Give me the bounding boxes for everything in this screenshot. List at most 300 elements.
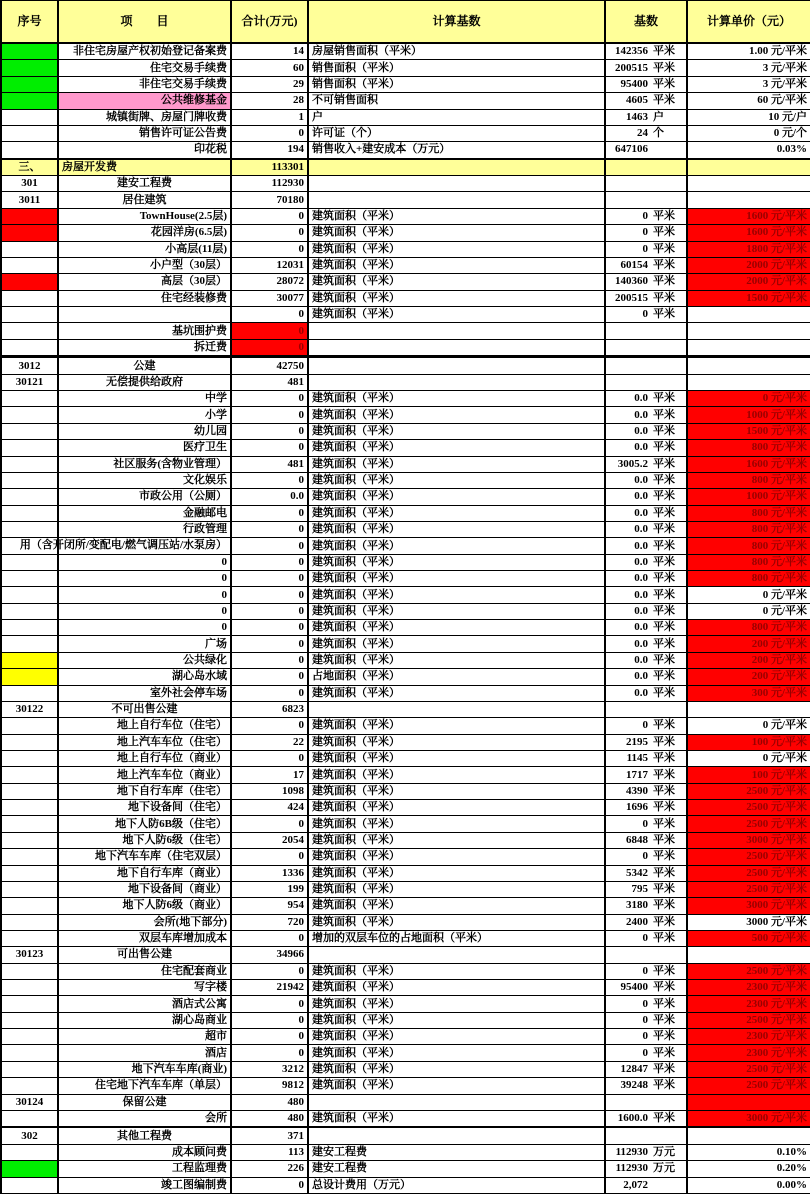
cell-total[interactable]: 371 [231,1128,308,1144]
cell-total[interactable]: 0 [231,505,308,521]
cell-seq[interactable] [1,996,58,1012]
cell-total[interactable]: 28 [231,93,308,109]
cell-total[interactable]: 17 [231,767,308,783]
cell-item[interactable]: 工程监理费 [58,1161,231,1177]
cell-item[interactable]: 公共维修基金 [58,93,231,109]
cell-base[interactable] [605,192,687,208]
cell-item[interactable]: 建安工程费 [58,176,231,192]
cell-unit-price[interactable]: 200 元/平米 [687,652,810,668]
cell-unit-price[interactable]: 100 元/平米 [687,734,810,750]
cell-unit-price[interactable] [687,947,810,963]
cell-seq[interactable] [1,832,58,848]
cell-unit-price[interactable]: 2500 元/平米 [687,1061,810,1077]
cell-calc-base[interactable]: 建筑面积（平米） [308,587,605,603]
cell-item[interactable]: TownHouse(2.5层) [58,208,231,224]
cell-unit-price[interactable] [687,306,810,322]
cell-unit-price[interactable]: 2500 元/平米 [687,849,810,865]
cell-seq[interactable] [1,76,58,92]
cell-total[interactable]: 0 [231,225,308,241]
cell-total[interactable]: 2054 [231,832,308,848]
cell-unit-price[interactable]: 1600 元/平米 [687,225,810,241]
cell-seq[interactable] [1,142,58,158]
col-header-item[interactable]: 项 目 [58,1,231,44]
cell-calc-base[interactable]: 建筑面积（平米） [308,685,605,701]
cell-item[interactable]: 酒店式公寓 [58,996,231,1012]
cell-unit-price[interactable]: 1800 元/平米 [687,241,810,257]
cell-unit-price[interactable]: 3000 元/平米 [687,1110,810,1126]
cell-unit-price[interactable]: 800 元/平米 [687,538,810,554]
cell-calc-base[interactable]: 建筑面积（平米） [308,440,605,456]
cell-seq[interactable] [1,1177,58,1194]
cell-total[interactable]: 0 [231,208,308,224]
cell-total[interactable]: 21942 [231,980,308,996]
cell-item[interactable]: 医疗卫生 [58,440,231,456]
cell-total[interactable]: 0 [231,603,308,619]
cell-item[interactable]: 地下设备间（商业） [58,881,231,897]
cell-item[interactable]: 小高层(11层) [58,241,231,257]
cell-seq[interactable] [1,652,58,668]
cell-calc-base[interactable]: 建筑面积（平米） [308,1061,605,1077]
cell-unit-price[interactable]: 0 元/平米 [687,603,810,619]
cell-unit-price[interactable]: 0 元/平米 [687,587,810,603]
cell-calc-base[interactable]: 建筑面积（平米） [308,306,605,322]
cell-unit-price[interactable]: 1.00 元/平米 [687,43,810,60]
cell-unit-price[interactable]: 1600 元/平米 [687,208,810,224]
cell-base[interactable] [605,1045,687,1061]
cell-base[interactable] [605,980,687,996]
cell-item[interactable]: 可出售公建 [58,947,231,963]
cell-calc-base[interactable]: 销售面积（平米） [308,76,605,92]
cell-unit-price[interactable] [687,1128,810,1144]
cell-total[interactable]: 0 [231,571,308,587]
cell-seq[interactable] [1,718,58,734]
cell-base[interactable] [605,587,687,603]
cell-calc-base[interactable]: 不可销售面积 [308,93,605,109]
cell-unit-price[interactable]: 2000 元/平米 [687,257,810,273]
cell-calc-base[interactable]: 建安工程费 [308,1161,605,1177]
cell-seq[interactable] [1,734,58,750]
cell-total[interactable]: 0 [231,1012,308,1028]
cell-calc-base[interactable] [308,358,605,374]
cell-unit-price[interactable] [687,159,810,175]
cell-seq[interactable]: 三、 [1,159,58,175]
cell-base[interactable] [605,489,687,505]
cell-total[interactable]: 12031 [231,257,308,273]
cell-seq[interactable] [1,603,58,619]
cell-total[interactable]: 30077 [231,290,308,306]
cell-calc-base[interactable]: 建筑面积（平米） [308,881,605,897]
cell-total[interactable]: 0 [231,125,308,141]
cell-unit-price[interactable] [687,358,810,374]
cell-item[interactable]: 0 [58,554,231,570]
cell-item[interactable]: 竣工图编制费 [58,1177,231,1194]
cell-calc-base[interactable] [308,323,605,339]
cell-calc-base[interactable]: 建筑面积（平米） [308,652,605,668]
cell-total[interactable]: 9812 [231,1078,308,1094]
cell-item[interactable]: 其他工程费 [58,1128,231,1144]
cell-total[interactable]: 0 [231,1177,308,1194]
cell-seq[interactable] [1,407,58,423]
cell-item[interactable] [58,306,231,322]
cell-total[interactable]: 0 [231,996,308,1012]
cell-calc-base[interactable]: 建筑面积（平米） [308,456,605,472]
cell-unit-price[interactable]: 2300 元/平米 [687,1045,810,1061]
cell-total[interactable]: 60 [231,60,308,76]
cell-calc-base[interactable]: 建筑面积（平米） [308,241,605,257]
cell-unit-price[interactable]: 2500 元/平米 [687,783,810,799]
cell-calc-base[interactable]: 建筑面积（平米） [308,849,605,865]
cell-unit-price[interactable]: 1500 元/平米 [687,423,810,439]
cell-unit-price[interactable] [687,374,810,390]
cell-unit-price[interactable]: 800 元/平米 [687,472,810,488]
cell-seq[interactable] [1,339,58,355]
cell-total[interactable]: 0 [231,849,308,865]
cell-item[interactable]: 0 [58,603,231,619]
cell-item[interactable]: 不可出售公建 [58,701,231,717]
cell-item[interactable]: 地上自行车位（住宅） [58,718,231,734]
cell-seq[interactable] [1,1144,58,1160]
cell-item[interactable]: 地上汽车车位（住宅） [58,734,231,750]
cell-total[interactable]: 720 [231,914,308,930]
cell-base[interactable] [605,849,687,865]
cell-calc-base[interactable]: 建筑面积（平米） [308,391,605,407]
cell-base[interactable] [605,374,687,390]
cell-unit-price[interactable]: 3000 元/平米 [687,898,810,914]
cell-base[interactable] [605,718,687,734]
cell-unit-price[interactable]: 800 元/平米 [687,620,810,636]
cell-base[interactable] [605,1029,687,1045]
cell-item[interactable]: 公建 [58,358,231,374]
cell-calc-base[interactable]: 建筑面积（平米） [308,1029,605,1045]
cell-unit-price[interactable] [687,701,810,717]
cell-item[interactable]: 地下汽车车库（住宅双层） [58,849,231,865]
cell-seq[interactable] [1,43,58,60]
col-header-base[interactable]: 基数 [605,1,687,44]
cell-calc-base[interactable] [308,1094,605,1110]
cell-item[interactable]: 地下自行车库（住宅） [58,783,231,799]
cell-unit-price[interactable]: 0 元/平米 [687,391,810,407]
cell-unit-price[interactable] [687,192,810,208]
cell-seq[interactable] [1,505,58,521]
cell-seq[interactable] [1,1161,58,1177]
cell-item[interactable]: 非住宅房屋产权初始登记备案费 [58,43,231,60]
cell-total[interactable]: 424 [231,800,308,816]
cell-unit-price[interactable]: 3 元/平米 [687,60,810,76]
cell-calc-base[interactable]: 房屋销售面积（平米） [308,43,605,60]
cell-item[interactable]: 地下人防6级（住宅） [58,832,231,848]
cell-seq[interactable] [1,472,58,488]
cell-seq[interactable] [1,521,58,537]
cell-seq[interactable] [1,1061,58,1077]
cell-seq[interactable] [1,816,58,832]
cell-item[interactable]: 酒店 [58,1045,231,1061]
cell-total[interactable]: 0 [231,636,308,652]
cell-base[interactable] [605,407,687,423]
cell-total[interactable]: 29 [231,76,308,92]
col-header-unit-price[interactable]: 计算单价（元） [687,1,810,44]
cell-base[interactable] [605,1012,687,1028]
cell-item[interactable]: 广场 [58,636,231,652]
cell-item[interactable]: 非住宅交易手续费 [58,76,231,92]
cell-calc-base[interactable]: 建筑面积（平米） [308,1012,605,1028]
cell-unit-price[interactable]: 0.10% [687,1144,810,1160]
cell-unit-price[interactable] [687,1094,810,1110]
cell-total[interactable]: 0 [231,1045,308,1061]
cell-total[interactable]: 3212 [231,1061,308,1077]
cell-seq[interactable] [1,898,58,914]
cell-total[interactable]: 480 [231,1094,308,1110]
cell-item[interactable]: 保留公建 [58,1094,231,1110]
cell-item[interactable]: 销售许可证公告费 [58,125,231,141]
cell-calc-base[interactable]: 建筑面积（平米） [308,1078,605,1094]
cell-total[interactable]: 481 [231,374,308,390]
cell-unit-price[interactable]: 0 元/平米 [687,751,810,767]
cell-base[interactable] [605,1061,687,1077]
cell-calc-base[interactable] [308,176,605,192]
cell-base[interactable] [605,241,687,257]
cell-total[interactable]: 0 [231,963,308,979]
cell-calc-base[interactable]: 许可证（个） [308,125,605,141]
cell-base[interactable] [605,865,687,881]
cell-unit-price[interactable]: 0.20% [687,1161,810,1177]
cell-base[interactable] [605,76,687,92]
cell-base[interactable] [605,472,687,488]
cell-unit-price[interactable]: 2500 元/平米 [687,1012,810,1028]
cell-base[interactable] [605,257,687,273]
cell-item[interactable]: 湖心岛水域 [58,669,231,685]
cell-base[interactable] [605,1161,687,1177]
cell-unit-price[interactable]: 2500 元/平米 [687,1078,810,1094]
cell-item[interactable]: 城镇街牌、房屋门牌收费 [58,109,231,125]
cell-item[interactable]: 住宅配套商业 [58,963,231,979]
cell-unit-price[interactable]: 100 元/平米 [687,767,810,783]
cell-total[interactable]: 0 [231,652,308,668]
cell-unit-price[interactable]: 2300 元/平米 [687,980,810,996]
cell-base[interactable] [605,109,687,125]
cell-item[interactable]: 中学 [58,391,231,407]
cell-seq[interactable] [1,554,58,570]
cell-unit-price[interactable]: 0 元/个 [687,125,810,141]
cell-base[interactable] [605,505,687,521]
cell-seq[interactable] [1,783,58,799]
cell-seq[interactable] [1,306,58,322]
cell-base[interactable] [605,225,687,241]
cell-unit-price[interactable]: 3000 元/平米 [687,914,810,930]
cell-total[interactable]: 954 [231,898,308,914]
cell-seq[interactable] [1,489,58,505]
cell-base[interactable] [605,1128,687,1144]
cell-calc-base[interactable]: 销售面积（平米） [308,60,605,76]
cell-total[interactable]: 1 [231,109,308,125]
cell-base[interactable] [605,783,687,799]
cell-calc-base[interactable]: 建筑面积（平米） [308,963,605,979]
cell-seq[interactable] [1,1078,58,1094]
cell-total[interactable]: 0 [231,521,308,537]
cell-base[interactable] [605,685,687,701]
cell-total[interactable]: 0.0 [231,489,308,505]
col-header-calc-base[interactable]: 计算基数 [308,1,605,44]
cell-calc-base[interactable]: 建筑面积（平米） [308,423,605,439]
cell-total[interactable]: 0 [231,339,308,355]
cell-unit-price[interactable]: 2500 元/平米 [687,963,810,979]
cell-calc-base[interactable]: 建筑面积（平米） [308,489,605,505]
cell-unit-price[interactable]: 2500 元/平米 [687,816,810,832]
cell-calc-base[interactable]: 建筑面积（平米） [308,274,605,290]
cell-base[interactable] [605,571,687,587]
cell-base[interactable] [605,358,687,374]
cell-unit-price[interactable]: 1000 元/平米 [687,407,810,423]
cell-seq[interactable] [1,60,58,76]
cell-total[interactable]: 0 [231,816,308,832]
cell-seq[interactable] [1,980,58,996]
cell-seq[interactable] [1,225,58,241]
cell-item[interactable]: 小户型（30层） [58,257,231,273]
cell-base[interactable] [605,554,687,570]
cell-unit-price[interactable]: 2500 元/平米 [687,800,810,816]
cell-base[interactable] [605,652,687,668]
cell-unit-price[interactable]: 800 元/平米 [687,571,810,587]
cell-item[interactable]: 金融邮电 [58,505,231,521]
cell-item[interactable]: 地上汽车车位（商业） [58,767,231,783]
cell-total[interactable]: 0 [231,669,308,685]
cell-base[interactable] [605,208,687,224]
cell-total[interactable]: 0 [231,306,308,322]
cell-item[interactable]: 社区服务(含物业管理） [58,456,231,472]
cell-total[interactable]: 480 [231,1110,308,1126]
cell-unit-price[interactable]: 200 元/平米 [687,636,810,652]
cell-unit-price[interactable]: 1500 元/平米 [687,290,810,306]
cell-calc-base[interactable]: 建筑面积（平米） [308,832,605,848]
cell-seq[interactable] [1,669,58,685]
cell-calc-base[interactable]: 建筑面积（平米） [308,783,605,799]
cell-unit-price[interactable]: 1000 元/平米 [687,489,810,505]
cell-calc-base[interactable]: 建筑面积（平米） [308,571,605,587]
cell-base[interactable] [605,1110,687,1126]
cell-seq[interactable] [1,767,58,783]
cell-seq[interactable] [1,1012,58,1028]
cell-calc-base[interactable]: 建筑面积（平米） [308,800,605,816]
cell-unit-price[interactable] [687,176,810,192]
cell-item[interactable]: 住宅地下汽车车库（单层） [58,1078,231,1094]
cell-total[interactable]: 0 [231,1029,308,1045]
cell-seq[interactable] [1,440,58,456]
cell-item[interactable]: 花园洋房(6.5层) [58,225,231,241]
cell-calc-base[interactable]: 建筑面积（平米） [308,767,605,783]
cell-base[interactable] [605,323,687,339]
cell-calc-base[interactable]: 建筑面积（平米） [308,521,605,537]
cell-base[interactable] [605,832,687,848]
cell-total[interactable]: 0 [231,472,308,488]
cell-calc-base[interactable]: 建筑面积（平米） [308,751,605,767]
cell-seq[interactable] [1,93,58,109]
cell-base[interactable] [605,603,687,619]
cell-base[interactable] [605,881,687,897]
cell-calc-base[interactable]: 建安工程费 [308,1144,605,1160]
cell-base[interactable] [605,898,687,914]
cell-seq[interactable] [1,865,58,881]
cell-total[interactable]: 0 [231,685,308,701]
cell-calc-base[interactable]: 销售收入+建安成本（万元） [308,142,605,158]
cell-seq[interactable] [1,881,58,897]
cell-seq[interactable]: 30122 [1,701,58,717]
cell-total[interactable]: 28072 [231,274,308,290]
cell-base[interactable] [605,963,687,979]
cell-unit-price[interactable]: 800 元/平米 [687,440,810,456]
cell-calc-base[interactable] [308,1128,605,1144]
cell-total[interactable]: 0 [231,391,308,407]
cell-seq[interactable] [1,1045,58,1061]
cell-calc-base[interactable]: 建筑面积（平米） [308,620,605,636]
cell-item[interactable]: 居住建筑 [58,192,231,208]
cell-seq[interactable] [1,800,58,816]
cell-total[interactable]: 6823 [231,701,308,717]
cell-unit-price[interactable]: 3 元/平米 [687,76,810,92]
cell-calc-base[interactable]: 建筑面积（平米） [308,225,605,241]
cell-seq[interactable] [1,930,58,946]
cell-total[interactable]: 0 [231,554,308,570]
cell-base[interactable] [605,947,687,963]
cell-seq[interactable] [1,423,58,439]
cell-total[interactable]: 113301 [231,159,308,175]
cell-base[interactable] [605,669,687,685]
cell-item[interactable]: 小学 [58,407,231,423]
cell-seq[interactable]: 302 [1,1128,58,1144]
cell-unit-price[interactable]: 3000 元/平米 [687,832,810,848]
cell-calc-base[interactable]: 建筑面积（平米） [308,865,605,881]
cell-total[interactable]: 1098 [231,783,308,799]
cell-base[interactable] [605,43,687,60]
cell-total[interactable]: 194 [231,142,308,158]
cell-seq[interactable]: 3011 [1,192,58,208]
cell-unit-price[interactable] [687,339,810,355]
cell-item[interactable] [19,538,231,554]
cell-calc-base[interactable]: 建筑面积（平米） [308,898,605,914]
cell-unit-price[interactable]: 500 元/平米 [687,930,810,946]
cell-item[interactable]: 会所(地下部分) [58,914,231,930]
cell-total[interactable]: 0 [231,440,308,456]
cell-item[interactable]: 幼儿园 [58,423,231,439]
cell-unit-price[interactable]: 800 元/平米 [687,554,810,570]
cell-total[interactable]: 0 [231,587,308,603]
cell-base[interactable] [605,914,687,930]
cell-calc-base[interactable]: 建筑面积（平米） [308,636,605,652]
cell-base[interactable] [605,800,687,816]
cell-seq[interactable] [1,636,58,652]
cell-item[interactable]: 基坑围护费 [58,323,231,339]
col-header-seq[interactable]: 序号 [1,1,58,44]
cell-item[interactable]: 高层（30层） [58,274,231,290]
cell-unit-price[interactable]: 0.00% [687,1177,810,1194]
cell-base[interactable] [605,767,687,783]
col-header-total[interactable]: 合计(万元) [231,1,308,44]
cell-calc-base[interactable]: 建筑面积（平米） [308,290,605,306]
cell-base[interactable] [605,751,687,767]
cell-item[interactable]: 文化娱乐 [58,472,231,488]
cell-base[interactable] [605,930,687,946]
cell-unit-price[interactable]: 1600 元/平米 [687,456,810,472]
cell-calc-base[interactable]: 建筑面积（平米） [308,603,605,619]
cell-calc-base[interactable]: 建筑面积（平米） [308,996,605,1012]
cell-calc-base[interactable]: 建筑面积（平米） [308,1045,605,1061]
cell-item[interactable]: 0 [58,571,231,587]
cell-item[interactable]: 地下汽车车库(商业) [58,1061,231,1077]
cell-unit-price[interactable] [687,323,810,339]
cell-unit-price[interactable]: 2500 元/平米 [687,865,810,881]
cell-item[interactable]: 地上自行车位（商业） [58,751,231,767]
cell-calc-base[interactable] [308,374,605,390]
cell-seq[interactable] [1,109,58,125]
cell-item[interactable]: 0 [58,587,231,603]
